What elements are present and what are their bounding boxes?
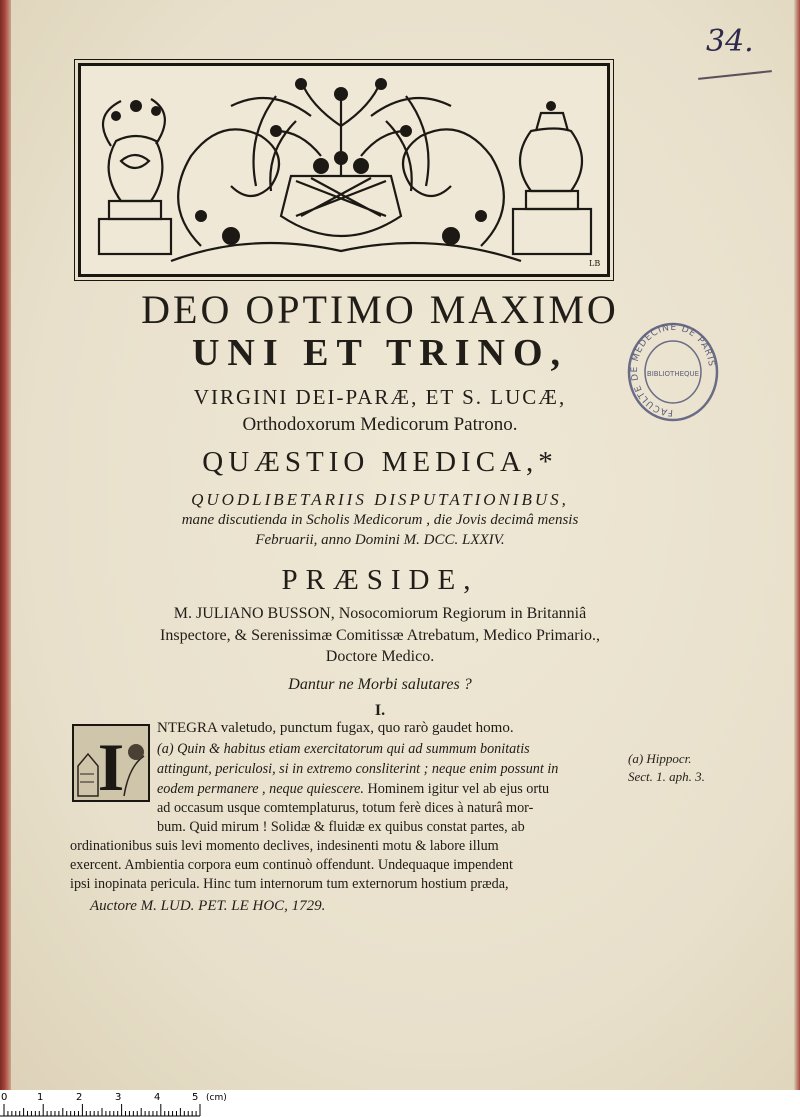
praeside-heading: PRÆSIDE,	[281, 564, 479, 596]
body-line-1: NTEGRA valetudo, punctum fugax, quo rarò gaudet homo.	[157, 720, 514, 736]
praeses-line-3: Doctore Medico.	[325, 648, 435, 665]
stamp-ring-text: FACULTE DE MEDECINE DE PARIS	[629, 322, 717, 418]
disputationibus-line: QUODLIBETARIIS DISPUTATIONIBUS,	[191, 490, 569, 509]
headpiece-engraving	[81, 66, 607, 274]
engraver-initials: LB	[589, 259, 601, 268]
library-stamp	[627, 322, 719, 422]
page-edge	[794, 0, 800, 1090]
ruler-label: 2	[76, 1092, 83, 1103]
ruler-label: 1	[37, 1092, 44, 1103]
scale-ruler	[0, 1090, 800, 1117]
date-line-2: Februarii, anno Domini M. DCC. LXXIV.	[255, 532, 505, 548]
stamp-center-text: BIBLIOTHEQUE	[646, 370, 700, 378]
folio-underline	[698, 70, 772, 80]
title-line-4: Orthodoxorum Medicorum Patrono.	[242, 414, 518, 435]
ornamental-headpiece	[78, 63, 610, 277]
ruler-label: 4	[154, 1092, 161, 1103]
title-line-3: VIRGINI DEI-PARÆ, ET S. LUCÆ,	[193, 385, 567, 409]
body-line-9: ipsi inopinata pericula. Hinc tum internorum tum externorum hostium præda,	[70, 876, 509, 892]
body-line-4-italic: eodem permanere , neque quiescere.	[157, 781, 364, 797]
ruler-label: 3	[115, 1092, 122, 1103]
margin-note-line-1: (a) Hippocr.	[628, 751, 692, 766]
margin-note-line-2: Sect. 1. aph. 3.	[628, 769, 705, 784]
quaestio-heading: QUÆSTIO MEDICA,*	[202, 446, 558, 478]
dropcap-letter: I	[97, 729, 125, 800]
historiated-initial	[72, 724, 150, 802]
title-line-2: UNI ET TRINO,	[191, 332, 569, 374]
ruler-label: 0	[1, 1092, 8, 1103]
question-title: Dantur ne Morbi salutares ?	[288, 676, 472, 693]
praeses-line-1: M. JULIANO BUSSON, Nosocomiorum Regiorum in Britanniâ	[173, 605, 587, 622]
body-line-5: ad occasum usque comtemplaturus, totum ferè dices à naturâ mor-	[157, 800, 534, 816]
body-line-3: attingunt, periculosi, si in extremo consliterint ; neque enim possunt in	[157, 761, 559, 777]
ruler-unit: (cm)	[206, 1093, 227, 1103]
folio-number: 34.	[706, 24, 754, 59]
body-line-2: (a) Quin & habitus etiam exercitatorum qui ad summum bonitatis	[157, 741, 530, 757]
book-spine	[0, 0, 11, 1090]
section-number: I.	[374, 702, 386, 719]
title-line-1: DEO OPTIMO MAXIMO	[141, 287, 619, 332]
marginal-reference	[628, 750, 705, 786]
body-line-4	[157, 781, 549, 798]
body-line-8: exercent. Ambientia corpora eum continuò offendunt. Undequaque impendent	[70, 857, 513, 873]
author-footnote: Auctore M. LUD. PET. LE HOC, 1729.	[90, 898, 326, 914]
praeses-line-2: Inspectore, & Serenissimæ Comitissæ Atrebatum, Medico Primario.,	[160, 627, 600, 644]
body-line-7: ordinationibus suis levi momento declives, indesinenti motu & labore illum	[70, 838, 499, 854]
ruler-label: 5	[192, 1092, 199, 1103]
date-line-1: mane discutienda in Scholis Medicorum , die Jovis decimâ mensis	[181, 512, 579, 528]
body-line-4-roman: Hominem igitur vel ab ejus ortu	[363, 781, 550, 797]
body-line-6: bum. Quid mirum ! Solidæ & fluidæ ex quibus constat partes, ab	[157, 819, 525, 835]
